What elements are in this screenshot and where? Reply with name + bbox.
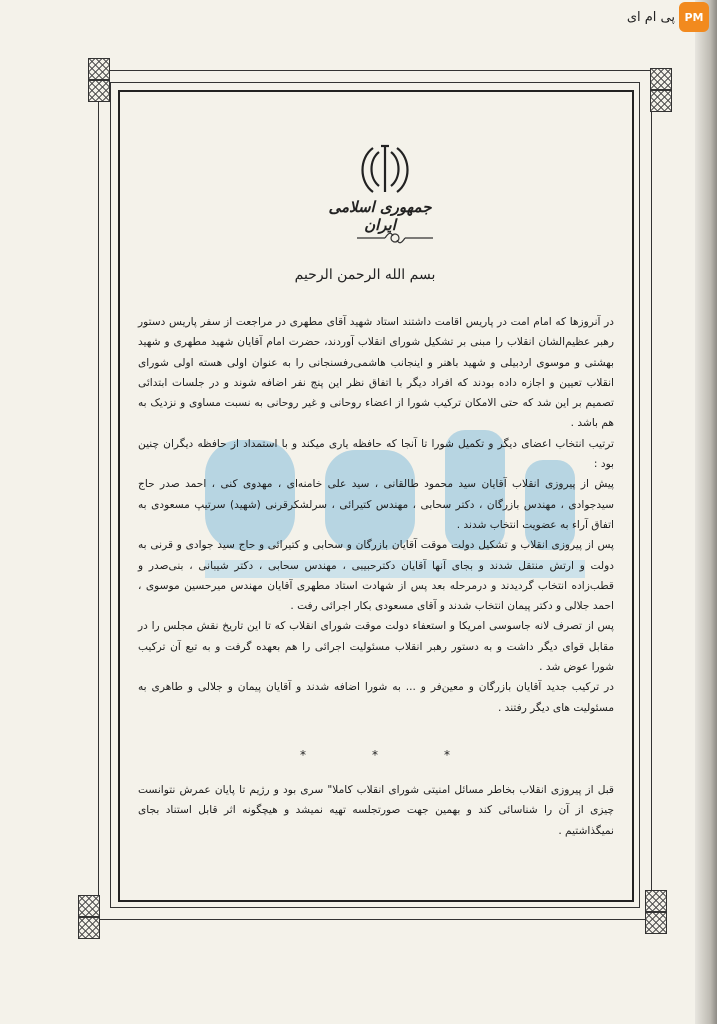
paragraph-2: ترتیب انتخاب اعضای دیگر و تکمیل شورا تا آنجا که حافظه یاری میکند و با استمداد از حافظه دیگران چنین بود : <box>138 437 614 471</box>
page-edge-shadow <box>695 0 717 1024</box>
letter-body <box>138 312 614 718</box>
corner-ornament-bottom-right-2 <box>645 912 667 934</box>
paragraph-3: پیش از پیروزی انقلاب آقایان سید محمود طالقانی ، سید علی خامنه‌ای ، مهدوی کنی ، احمد صدر حاج سیدجوادی ، مهندس بازرگان ، دکتر سحابی ، مهندس کتیرائی ، سرلشکرقرنی (شهید) سرتیپ مسعودی به اتفاق آراء به عضویت انتخاب شدند . <box>138 478 614 531</box>
site-logo-badge: PM <box>679 2 709 32</box>
closing-section <box>138 780 614 841</box>
section-separator <box>300 748 450 762</box>
separator-star: * <box>444 748 450 762</box>
corner-ornament-top-left-2 <box>88 80 110 102</box>
corner-ornament-bottom-right <box>645 890 667 912</box>
corner-ornament-bottom-left-2 <box>78 917 100 939</box>
paragraph-1: در آنروزها که امام امت در پاریس اقامت داشتند استاد شهید آقای مطهری در مراجعت از سفر پاریس دستور رهبر عظیم‌الشان انقلاب را مبنی بر تشکیل شورای انقلاب آوردند، حضرت امام آقایان شهید مطهری و شهید بهشتی و موسوی اردبیلی و شهید باهنر و اینجانب هاشمی‌رفسنجانی را به عنوان اولی هسته اولی شورای انقلاب تعیین و اجازه داده بودند که افراد دیگر با اتفاق نظر این پنج نفر اضافه شوند و در جلسات ابتدائی تصمیم بر این شد که حتی الامکان ترکیب شورا از اعضاء روحانی و غیر روحانی به نسبت مساوی و نزدیک به هم باشد . <box>138 316 614 430</box>
corner-ornament-bottom-left <box>78 895 100 917</box>
paragraph-4: پس از پیروزی انقلاب و تشکیل دولت موقت آقایان بازرگان و سحابی و کتیرائی و حاج سید جوادی و قرنی به دولت و ارتش منتقل شدند و بجای آنها آقایان دکترحبیبی ، مهندس سحابی ، دکتر شیبانی ، بنی‌صدر و قطب‌زاده انتخاب گردیدند و درمرحله بعد پس از شهادت استاد مطهری آقایان مهندس میرحسین موسوی ، احمد جلالی و دکتر پیمان انتخاب شدند و آقای مسعودی بکار اجرائی رفت . <box>138 539 614 613</box>
paragraph-5: پس از تصرف لانه جاسوسی امریکا و استعفاء دولت موقت شورای انقلاب که تا این تاریخ نقش مجلس را در مقابل قوای دیگر داشت و به دستور رهبر انقلاب مسئولیت اجرائی را هم بعهده گرفت و به تبع آن ترکیب شورا عوض شد . <box>138 620 614 674</box>
iran-emblem-icon <box>355 140 415 200</box>
site-logo <box>627 2 709 32</box>
flourish-ornament-icon <box>355 230 435 246</box>
closing-paragraph: قبل از پیروزی انقلاب بخاطر مسائل امنیتی شورای انقلاب کاملا" سری بود و رژیم تا پایان عمرش نتوانست چیزی از آن را شناسائی کند و بهمین جهت صورتجلسه تهیه نمیشد و هیچگونه اثر قابل استناد بجای نمیگذاشتیم . <box>138 784 614 837</box>
site-logo-text: پی ام ای <box>626 9 675 25</box>
corner-ornament-top-left <box>88 58 110 80</box>
corner-ornament-top-right <box>650 68 672 90</box>
separator-star: * <box>372 748 378 762</box>
corner-ornament-top-right-2 <box>650 90 672 112</box>
emblem-caption: جمهوری اسلامی ایران <box>328 198 432 234</box>
basmala-heading: بسم الله الرحمن الرحیم <box>294 267 436 283</box>
paragraph-6: در ترکیب جدید آقایان بازرگان و معین‌فر و ... به شورا اضافه شدند و آقایان پیمان و جلالی و طاهری به مسئولیت های دیگر رفتند . <box>138 681 614 714</box>
separator-star: * <box>300 748 306 762</box>
